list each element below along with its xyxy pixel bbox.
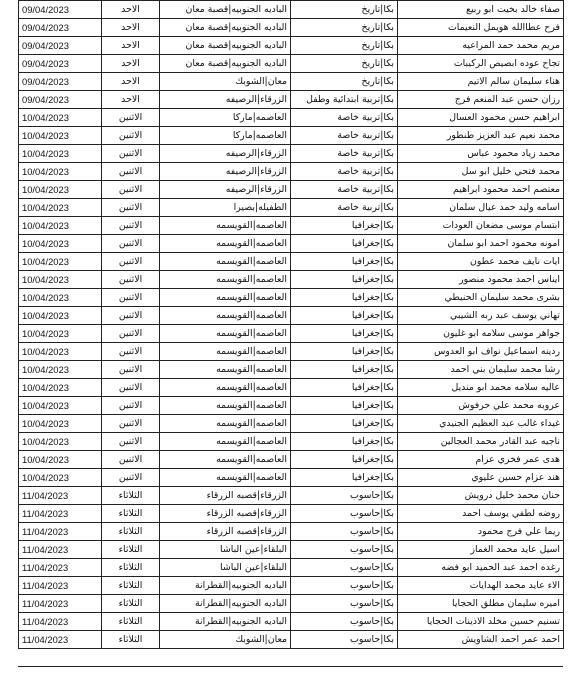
location-cell: العاصمه|القويسمه: [160, 217, 291, 235]
date-cell: 10/04/2023: [19, 379, 102, 397]
day-cell: الاحد: [102, 1, 160, 19]
day-cell: الاثنين: [102, 181, 160, 199]
day-cell: الاثنين: [102, 469, 160, 487]
candidate-name-cell: ايناس احمد محمود منصور: [398, 271, 564, 289]
location-cell: الزرقاء|قصبه الزرقاء: [160, 505, 291, 523]
table-row: [19, 523, 564, 541]
date-cell: 10/04/2023: [19, 235, 102, 253]
candidate-name-cell: غيداء غالب عبد العظيم الجنيدي: [398, 415, 564, 433]
table-row: [19, 127, 564, 145]
table-row: [19, 235, 564, 253]
day-cell: الاثنين: [102, 163, 160, 181]
location-cell: البادیه الجنوبيه|قصبة معان: [160, 19, 291, 37]
date-cell: 10/04/2023: [19, 145, 102, 163]
candidate-name-cell: ردينه اسماعيل نواف ابو العدوس: [398, 343, 564, 361]
candidate-name-cell: هدى عمر فخري عزام: [398, 451, 564, 469]
day-cell: الاثنين: [102, 379, 160, 397]
table-row: [19, 613, 564, 631]
date-cell: 10/04/2023: [19, 127, 102, 145]
day-cell: الثلاثاء: [102, 505, 160, 523]
date-cell: 10/04/2023: [19, 415, 102, 433]
table-row: [19, 487, 564, 505]
table-row: [19, 397, 564, 415]
location-cell: العاصمه|القويسمه: [160, 271, 291, 289]
candidate-name-cell: احمد عمر احمد الشاويش: [398, 631, 564, 649]
candidate-name-cell: هناء سليمان سالم الاتيم: [398, 73, 564, 91]
date-cell: 11/04/2023: [19, 487, 102, 505]
specialty-cell: بكا|حاسوب: [291, 541, 398, 559]
table-row: [19, 559, 564, 577]
location-cell: العاصمه|القويسمه: [160, 397, 291, 415]
specialty-cell: بكا|تاريخ: [291, 73, 398, 91]
day-cell: الاحد: [102, 37, 160, 55]
candidate-name-cell: فرح عطاالله هويمل النعيمات: [398, 19, 564, 37]
location-cell: البادیه الجنوبيه|القطرانة: [160, 595, 291, 613]
candidate-name-cell: روضه لطفي يوسف احمد: [398, 505, 564, 523]
specialty-cell: بكا|حاسوب: [291, 577, 398, 595]
date-cell: 10/04/2023: [19, 469, 102, 487]
location-cell: معان|الشوبك: [160, 73, 291, 91]
specialty-cell: بكا|حاسوب: [291, 523, 398, 541]
table-row: [19, 541, 564, 559]
table-row: [19, 505, 564, 523]
table-row: [19, 325, 564, 343]
candidate-name-cell: رشا محمد سليمان بني احمد: [398, 361, 564, 379]
location-cell: الزرقاء|الرصيفه: [160, 91, 291, 109]
candidate-name-cell: ابتسام موسى مضعان العودات: [398, 217, 564, 235]
date-cell: 09/04/2023: [19, 1, 102, 19]
location-cell: الزرقاء|الرصيفه: [160, 163, 291, 181]
day-cell: الاثنين: [102, 235, 160, 253]
location-cell: البلقاء|عين الباشا: [160, 559, 291, 577]
table-row: [19, 577, 564, 595]
specialty-cell: بكا|جغرافيا: [291, 361, 398, 379]
table-row: [19, 181, 564, 199]
day-cell: الاحد: [102, 19, 160, 37]
location-cell: البادیه الجنوبيه|قصبة معان: [160, 1, 291, 19]
table-row: [19, 433, 564, 451]
day-cell: الاحد: [102, 91, 160, 109]
specialty-cell: بكا|حاسوب: [291, 613, 398, 631]
candidate-name-cell: محمد فتحي خليل ابو سل: [398, 163, 564, 181]
date-cell: 10/04/2023: [19, 307, 102, 325]
candidate-table: [18, 0, 564, 649]
specialty-cell: بكا|حاسوب: [291, 595, 398, 613]
table-row: [19, 343, 564, 361]
table-row: [19, 163, 564, 181]
specialty-cell: بكا|جغرافيا: [291, 343, 398, 361]
location-cell: الزرقاء|قصبه الزرقاء: [160, 523, 291, 541]
day-cell: الاثنين: [102, 109, 160, 127]
location-cell: البادیه الجنوبيه|القطرانة: [160, 613, 291, 631]
location-cell: العاصمه|القويسمه: [160, 469, 291, 487]
date-cell: 10/04/2023: [19, 271, 102, 289]
candidate-name-cell: جواهر موسى سلامه ابو غليون: [398, 325, 564, 343]
date-cell: 11/04/2023: [19, 595, 102, 613]
candidate-name-cell: حنان محمد خليل درويش: [398, 487, 564, 505]
date-cell: 09/04/2023: [19, 19, 102, 37]
date-cell: 10/04/2023: [19, 325, 102, 343]
day-cell: الاحد: [102, 55, 160, 73]
day-cell: الاثنين: [102, 361, 160, 379]
specialty-cell: بكا|تاريخ: [291, 37, 398, 55]
specialty-cell: بكا|تاريخ: [291, 1, 398, 19]
specialty-cell: بكا|حاسوب: [291, 631, 398, 649]
candidate-name-cell: امونه محمود احمد ابو سلمان: [398, 235, 564, 253]
day-cell: الثلاثاء: [102, 577, 160, 595]
candidate-name-cell: محمد نعيم عبد العزيز طنطور: [398, 127, 564, 145]
candidate-name-cell: الاء عايد محمد الهدايات: [398, 577, 564, 595]
specialty-cell: بكا|جغرافيا: [291, 451, 398, 469]
candidate-name-cell: تسنيم حسين مخلد الاذينات الحجايا: [398, 613, 564, 631]
day-cell: الاثنين: [102, 289, 160, 307]
date-cell: 09/04/2023: [19, 91, 102, 109]
candidate-name-cell: رغده احمد عبد الحميد ابو فضه: [398, 559, 564, 577]
date-cell: 10/04/2023: [19, 181, 102, 199]
date-cell: 11/04/2023: [19, 559, 102, 577]
date-cell: 10/04/2023: [19, 163, 102, 181]
day-cell: الاثنين: [102, 271, 160, 289]
specialty-cell: بكا|جغرافيا: [291, 271, 398, 289]
day-cell: الاثنين: [102, 127, 160, 145]
day-cell: الاثنين: [102, 253, 160, 271]
day-cell: الاثنين: [102, 343, 160, 361]
location-cell: العاصمه|القويسمه: [160, 433, 291, 451]
exam-schedule-sheet: [18, 0, 563, 649]
location-cell: العاصمه|القويسمه: [160, 361, 291, 379]
date-cell: 11/04/2023: [19, 505, 102, 523]
date-cell: 10/04/2023: [19, 433, 102, 451]
candidate-name-cell: اسامه وليد حمد عيال سلمان: [398, 199, 564, 217]
date-cell: 10/04/2023: [19, 217, 102, 235]
day-cell: الاثنين: [102, 307, 160, 325]
location-cell: العاصمه|القويسمه: [160, 307, 291, 325]
day-cell: الاثنين: [102, 415, 160, 433]
table-row: [19, 217, 564, 235]
day-cell: الاثنين: [102, 145, 160, 163]
location-cell: الزرقاء|الرصيفه: [160, 181, 291, 199]
candidate-name-cell: ناجيه عبد القادر محمد العجالين: [398, 433, 564, 451]
table-row: [19, 361, 564, 379]
date-cell: 09/04/2023: [19, 55, 102, 73]
candidate-name-cell: ابراهيم حسن محمود العسال: [398, 109, 564, 127]
candidate-name-cell: هند عزام حسين عليوي: [398, 469, 564, 487]
location-cell: العاصمه|القويسمه: [160, 289, 291, 307]
specialty-cell: بكا|تربية خاصة: [291, 181, 398, 199]
date-cell: 10/04/2023: [19, 199, 102, 217]
day-cell: الثلاثاء: [102, 595, 160, 613]
day-cell: الاثنين: [102, 433, 160, 451]
table-row: [19, 199, 564, 217]
date-cell: 10/04/2023: [19, 289, 102, 307]
location-cell: الزرقاء|قصبه الزرقاء: [160, 487, 291, 505]
table-row: [19, 73, 564, 91]
specialty-cell: بكا|تربية خاصة: [291, 109, 398, 127]
table-row: [19, 595, 564, 613]
specialty-cell: بكا|حاسوب: [291, 505, 398, 523]
day-cell: الاثنين: [102, 325, 160, 343]
table-row: [19, 145, 564, 163]
table-row: [19, 109, 564, 127]
specialty-cell: بكا|جغرافيا: [291, 235, 398, 253]
table-row: [19, 271, 564, 289]
specialty-cell: بكا|تاريخ: [291, 55, 398, 73]
day-cell: الثلاثاء: [102, 487, 160, 505]
location-cell: العاصمه|القويسمه: [160, 325, 291, 343]
candidate-name-cell: مريم محمد حمد المراعيه: [398, 37, 564, 55]
specialty-cell: بكا|تربية خاصة: [291, 163, 398, 181]
day-cell: الاحد: [102, 73, 160, 91]
day-cell: الثلاثاء: [102, 523, 160, 541]
location-cell: البادیه الجنوبيه|قصبة معان: [160, 55, 291, 73]
specialty-cell: بكا|جغرافيا: [291, 415, 398, 433]
location-cell: العاصمه|القويسمه: [160, 379, 291, 397]
table-row: [19, 469, 564, 487]
specialty-cell: بكا|جغرافيا: [291, 289, 398, 307]
candidate-name-cell: اسيل عايد محمد الغماز: [398, 541, 564, 559]
location-cell: البلقاء|عين الباشا: [160, 541, 291, 559]
location-cell: البادیه الجنوبيه|القطرانة: [160, 577, 291, 595]
specialty-cell: بكا|جغرافيا: [291, 253, 398, 271]
candidate-name-cell: معتصم احمد محمود ابراهيم: [398, 181, 564, 199]
date-cell: 11/04/2023: [19, 541, 102, 559]
location-cell: العاصمه|القويسمه: [160, 253, 291, 271]
location-cell: العاصمه|القويسمه: [160, 451, 291, 469]
specialty-cell: بكا|جغرافيا: [291, 325, 398, 343]
table-row: [19, 289, 564, 307]
table-row: [19, 307, 564, 325]
candidate-name-cell: تجاح عوده ابصيص الركيبات: [398, 55, 564, 73]
candidate-name-cell: عاليه سلامه محمد ابو منديل: [398, 379, 564, 397]
specialty-cell: بكا|جغرافيا: [291, 307, 398, 325]
day-cell: الاثنين: [102, 451, 160, 469]
date-cell: 10/04/2023: [19, 109, 102, 127]
date-cell: 10/04/2023: [19, 397, 102, 415]
table-row: [19, 37, 564, 55]
candidate-name-cell: ايات نايف محمد عطون: [398, 253, 564, 271]
location-cell: البادیه الجنوبيه|قصبة معان: [160, 37, 291, 55]
specialty-cell: بكا|جغرافيا: [291, 379, 398, 397]
specialty-cell: بكا|حاسوب: [291, 487, 398, 505]
candidate-table-body: [19, 1, 564, 649]
location-cell: العاصمه|ماركا: [160, 127, 291, 145]
candidate-name-cell: ريما علي فرج محمود: [398, 523, 564, 541]
location-cell: العاصمه|القويسمه: [160, 343, 291, 361]
location-cell: العاصمه|القويسمه: [160, 415, 291, 433]
candidate-name-cell: رزان حسن عبد المنعم فرج: [398, 91, 564, 109]
day-cell: الاثنين: [102, 217, 160, 235]
date-cell: 09/04/2023: [19, 37, 102, 55]
specialty-cell: بكا|تربية خاصة: [291, 199, 398, 217]
table-row: [19, 415, 564, 433]
location-cell: الطفيله|بصيرا: [160, 199, 291, 217]
day-cell: الثلاثاء: [102, 631, 160, 649]
date-cell: 10/04/2023: [19, 343, 102, 361]
date-cell: 10/04/2023: [19, 253, 102, 271]
candidate-name-cell: بشرى محمد سليمان الحنيطي: [398, 289, 564, 307]
candidate-name-cell: تهاني يوسف عبد ربه الشيبي: [398, 307, 564, 325]
specialty-cell: بكا|حاسوب: [291, 559, 398, 577]
location-cell: معان|الشوبك: [160, 631, 291, 649]
day-cell: الثلاثاء: [102, 559, 160, 577]
day-cell: الاثنين: [102, 199, 160, 217]
location-cell: الزرقاء|الرصيفه: [160, 145, 291, 163]
day-cell: الاثنين: [102, 397, 160, 415]
date-cell: 10/04/2023: [19, 361, 102, 379]
table-row: [19, 253, 564, 271]
day-cell: الثلاثاء: [102, 613, 160, 631]
table-row: [19, 55, 564, 73]
location-cell: العاصمه|ماركا: [160, 109, 291, 127]
day-cell: الثلاثاء: [102, 541, 160, 559]
table-row: [19, 379, 564, 397]
date-cell: 11/04/2023: [19, 523, 102, 541]
table-row: [19, 19, 564, 37]
date-cell: 11/04/2023: [19, 577, 102, 595]
candidate-name-cell: صفاء خالد بخيت ابو ربيع: [398, 1, 564, 19]
candidate-name-cell: محمد زياد محمود عباس: [398, 145, 564, 163]
specialty-cell: بكا|جغرافيا: [291, 397, 398, 415]
candidate-name-cell: عروبه محمد علي حرفوش: [398, 397, 564, 415]
specialty-cell: بكا|تربية ابتدائية وطفل: [291, 91, 398, 109]
table-row: [19, 91, 564, 109]
date-cell: 09/04/2023: [19, 73, 102, 91]
table-row: [19, 1, 564, 19]
specialty-cell: بكا|تاريخ: [291, 19, 398, 37]
location-cell: العاصمه|القويسمه: [160, 235, 291, 253]
date-cell: 10/04/2023: [19, 451, 102, 469]
specialty-cell: بكا|تربية خاصة: [291, 145, 398, 163]
specialty-cell: بكا|جغرافيا: [291, 433, 398, 451]
table-row: [19, 451, 564, 469]
specialty-cell: بكا|جغرافيا: [291, 469, 398, 487]
table-row: [19, 631, 564, 649]
date-cell: 11/04/2023: [19, 631, 102, 649]
date-cell: 11/04/2023: [19, 613, 102, 631]
specialty-cell: بكا|جغرافيا: [291, 217, 398, 235]
specialty-cell: بكا|تربية خاصة: [291, 127, 398, 145]
candidate-name-cell: اميره سليمان مطلق الحجايا: [398, 595, 564, 613]
